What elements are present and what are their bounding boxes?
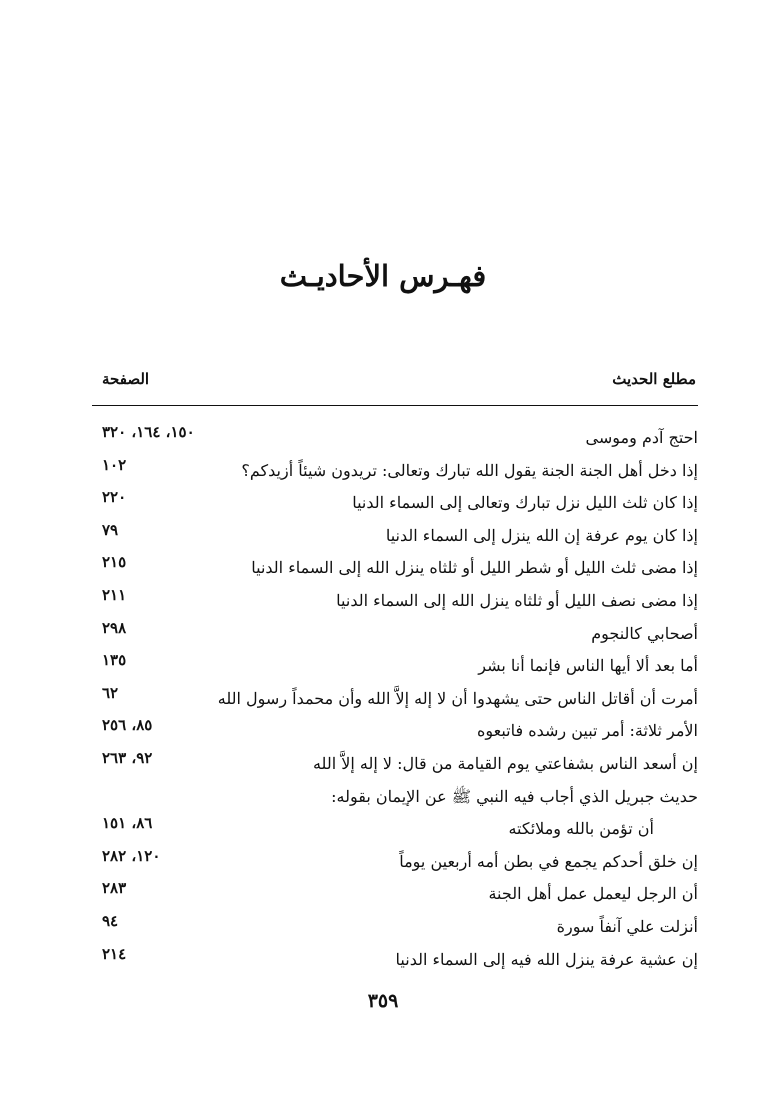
hadith-text: احتج آدم وموسى — [585, 428, 698, 447]
hadith-text: إذا كان ثلث الليل نزل تبارك وتعالى إلى السماء الدنيا — [352, 493, 698, 513]
page-references: ٢١٤ — [102, 944, 127, 963]
page-references: ٦٢ — [102, 683, 119, 702]
index-entry — [92, 618, 698, 651]
page-references: ٢٨٣ — [102, 879, 127, 898]
page-references: ٨٦، ١٥١ — [102, 814, 153, 833]
index-entry — [92, 715, 698, 748]
index-entry — [92, 552, 698, 585]
hadith-text: إذا كان يوم عرفة إن الله ينزل إلى السماء الدنيا — [385, 525, 698, 545]
page-references: ٢١١ — [102, 585, 127, 604]
hadith-text: حديث جبريل الذي أجاب فيه النبي ﷺ عن الإيمان بقوله: — [331, 786, 698, 806]
index-entry — [92, 455, 698, 488]
index-entry — [92, 422, 698, 455]
hadith-text: إذا دخل أهل الجنة الجنة يقول الله تبارك وتعالى: تريدون شيئاً أزيدكم؟ — [241, 460, 698, 480]
page-references: ٢١٥ — [102, 553, 127, 572]
page-references: ٢٢٠ — [102, 488, 127, 507]
hadith-text: إن خلق أحدكم يجمع في بطن أمه أربعين يوماً — [399, 851, 698, 871]
page-references: ٢٩٨ — [102, 618, 127, 637]
hadith-text: أن الرجل ليعمل عمل أهل الجنة — [488, 884, 698, 904]
page-references: ٩٤ — [102, 911, 119, 930]
page-number: ٣٥٩ — [367, 990, 399, 1012]
page-references: ٩٢، ٢٦٣ — [102, 748, 153, 767]
index-entry — [92, 813, 698, 846]
hadith-text: أمرت أن أقاتل الناس حتى يشهدوا أن لا إله إلاَّ الله وأن محمداً رسول الله — [217, 688, 698, 708]
index-entry — [92, 650, 698, 683]
hadith-text: أن تؤمن بالله وملائكته — [508, 819, 654, 839]
column-header-hadith: مطلع الحديث — [612, 370, 696, 388]
page-references: ١٠٢ — [102, 455, 127, 474]
index-entry — [92, 944, 698, 977]
index-entry — [92, 846, 698, 879]
index-entry — [92, 781, 698, 814]
page-title: فهـرس الأحاديـث — [279, 259, 487, 293]
page-references: ٨٥، ٢٥٦ — [102, 716, 153, 735]
index-entry — [92, 683, 698, 716]
header-divider — [92, 405, 698, 406]
hadith-text: أصحابي كالنجوم — [591, 623, 698, 643]
page-references: ٧٩ — [102, 520, 119, 539]
index-entry — [92, 487, 698, 520]
column-header-page: الصفحة — [102, 370, 150, 388]
index-entry — [92, 585, 698, 618]
hadith-text: إذا مضى ثلث الليل أو شطر الليل أو ثلثاه ينزل الله إلى السماء الدنيا — [251, 558, 698, 578]
index-entry — [92, 878, 698, 911]
hadith-text: أما بعد ألا أيها الناس فإنما أنا بشر — [478, 656, 698, 676]
index-entry — [92, 520, 698, 553]
page-references: ١٥٠، ١٦٤، ٣٢٠ — [102, 423, 195, 441]
index-entry — [92, 911, 698, 944]
index-entry — [92, 748, 698, 781]
hadith-text: إن أسعد الناس بشفاعتي يوم القيامة من قال: لا إله إلاَّ الله — [312, 753, 698, 773]
hadith-text: إن عشية عرفة ينزل الله فيه إلى السماء الدنيا — [395, 949, 698, 969]
page-references: ١٢٠، ٢٨٢ — [102, 846, 161, 865]
hadith-index-list — [92, 422, 698, 976]
hadith-text: الأمر ثلاثة: أمر تبين رشده فاتبعوه — [476, 721, 698, 741]
hadith-text: إذا مضى نصف الليل أو ثلثاه ينزل الله إلى السماء الدنيا — [336, 590, 698, 610]
page-references: ١٣٥ — [102, 651, 127, 670]
hadith-text: أنزلت علي آنفاً سورة — [556, 916, 698, 936]
